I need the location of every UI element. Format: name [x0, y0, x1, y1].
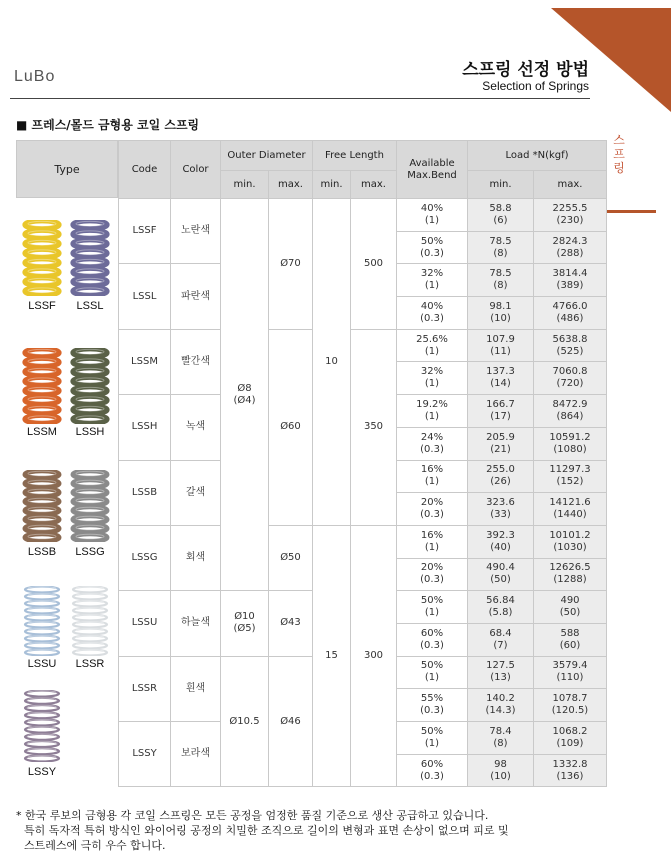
cell-line: (21) — [490, 443, 511, 455]
header-available-max-bend: Available Max.Bend — [397, 141, 468, 199]
spring-color: 빨간색 — [171, 329, 221, 394]
load-min — [468, 297, 534, 330]
cell-line: 14121.6 — [549, 497, 591, 509]
cell-line: Ø70 — [280, 257, 301, 269]
spring-code: LSSF — [119, 199, 171, 264]
header-load-max: max. — [534, 171, 607, 199]
cell-line: 127.5 — [486, 660, 515, 672]
cell-line: (864) — [556, 410, 584, 422]
spring-code: LSSL — [119, 264, 171, 329]
load-min — [468, 525, 534, 558]
spring-image-lssh — [70, 348, 110, 424]
footnote-line: 특히 독자적 특허 방식인 와이어링 공정의 치밀한 조직으로 길이의 변형과 표면 손상이 없으며 피로 및 — [24, 824, 509, 837]
load-max — [534, 329, 607, 362]
cell-line: 300 — [363, 650, 384, 662]
load-max — [534, 362, 607, 395]
cell-line: (5.8) — [488, 607, 513, 619]
cell-line: (26) — [490, 476, 511, 488]
free-length-max — [351, 199, 397, 330]
available-max-bend — [397, 264, 468, 297]
image-label: LSSB — [27, 546, 57, 558]
outer-diameter-max — [269, 199, 313, 330]
cell-line: (1) — [424, 214, 440, 226]
cell-line: 60% — [420, 627, 444, 639]
cell-line: 8472.9 — [552, 398, 588, 410]
cell-line: (50) — [559, 607, 581, 619]
cell-line: 205.9 — [486, 431, 515, 443]
cell-line: 15 — [325, 650, 338, 662]
load-min — [468, 558, 534, 591]
cell-line: (120.5) — [551, 705, 589, 717]
cell-line: (1) — [424, 378, 440, 390]
available-max-bend — [397, 591, 468, 624]
available-max-bend — [397, 525, 468, 558]
spring-code: LSSG — [119, 525, 171, 590]
cell-line: 58.8 — [489, 202, 512, 214]
load-max — [534, 264, 607, 297]
image-label: LSSR — [75, 658, 105, 670]
side-tab-label: 스프링 — [613, 133, 625, 175]
cell-line: (Ø5) — [233, 623, 256, 635]
cell-line: 10101.2 — [549, 529, 591, 541]
cell-line: 40% — [420, 300, 444, 312]
cell-line: (136) — [556, 770, 584, 782]
header-fl-min: min. — [313, 171, 351, 199]
load-max — [534, 558, 607, 591]
cell-line: (288) — [556, 247, 584, 259]
cell-line: 10 — [325, 355, 338, 367]
load-min — [468, 329, 534, 362]
cell-line: 32% — [420, 268, 444, 280]
cell-line: 12626.5 — [549, 562, 591, 574]
available-max-bend — [397, 362, 468, 395]
cell-line: 2824.3 — [552, 235, 588, 247]
footnote-line: 스트레스에 극히 우수 합니다. — [24, 839, 166, 852]
cell-line: (0.3) — [420, 509, 444, 521]
spring-color: 노란색 — [171, 199, 221, 264]
cell-line: Ø8 — [237, 382, 252, 394]
cell-line: 107.9 — [486, 333, 515, 345]
cell-line: (7) — [493, 639, 508, 651]
spring-image-lssm — [22, 348, 62, 424]
spring-color: 회색 — [171, 525, 221, 590]
cell-line: (10) — [490, 770, 511, 782]
cell-line: (486) — [556, 312, 584, 324]
available-max-bend — [397, 558, 468, 591]
cell-line: 98.1 — [489, 300, 512, 312]
load-max — [534, 623, 607, 656]
load-max — [534, 297, 607, 330]
spring-code: LSSM — [119, 329, 171, 394]
cell-line: (1288) — [553, 574, 587, 586]
cell-line: 98 — [494, 758, 507, 770]
outer-diameter-max — [269, 591, 313, 656]
cell-line: (0.3) — [420, 705, 444, 717]
available-max-bend — [397, 329, 468, 362]
cell-line: 588 — [560, 627, 580, 639]
header-free-length: Free Length — [313, 141, 397, 171]
available-max-bend — [397, 427, 468, 460]
header-od-min: min. — [221, 171, 269, 199]
cell-line: (1) — [424, 672, 440, 684]
cell-line: 25.6% — [416, 333, 448, 345]
brand-logo: LuBo — [14, 68, 56, 85]
cell-line: 11297.3 — [549, 464, 591, 476]
spring-image-lssf — [22, 220, 62, 296]
cell-line: 60% — [420, 758, 444, 770]
cell-line: (109) — [556, 737, 584, 749]
load-max — [534, 493, 607, 526]
available-max-bend — [397, 689, 468, 722]
spring-color: 하늘색 — [171, 591, 221, 656]
cell-line: Ø50 — [280, 552, 301, 564]
available-max-bend — [397, 297, 468, 330]
header-type: Type — [16, 140, 118, 198]
image-label: LSSY — [27, 766, 57, 778]
cell-line: 166.7 — [486, 398, 515, 410]
cell-line: 16% — [420, 464, 444, 476]
cell-line: (230) — [556, 214, 584, 226]
cell-line: (50) — [490, 574, 511, 586]
load-min — [468, 754, 534, 787]
cell-line: 19.2% — [416, 398, 448, 410]
cell-line: 137.3 — [486, 366, 515, 378]
cell-line: 1068.2 — [552, 725, 588, 737]
cell-line: 40% — [420, 202, 444, 214]
cell-line: 20% — [420, 497, 444, 509]
cell-line: (0.3) — [420, 770, 444, 782]
load-min — [468, 493, 534, 526]
load-max — [534, 591, 607, 624]
cell-line: (40) — [490, 541, 511, 553]
image-label: LSSG — [75, 546, 105, 558]
cell-line: 68.4 — [489, 627, 512, 639]
cell-line: 323.6 — [486, 497, 515, 509]
cell-line: (0.3) — [420, 312, 444, 324]
load-max — [534, 656, 607, 689]
page-title: 스프링 선정 방법 — [462, 60, 589, 80]
load-min — [468, 264, 534, 297]
load-max — [534, 754, 607, 787]
available-max-bend — [397, 460, 468, 493]
cell-line: 50% — [420, 595, 444, 607]
outer-diameter-min — [221, 199, 269, 591]
table-row — [119, 525, 607, 558]
cell-line: (0.3) — [420, 574, 444, 586]
image-label: LSSL — [76, 300, 104, 312]
cell-line: (1) — [424, 345, 440, 357]
spring-image-lssl — [70, 220, 110, 296]
table-row — [119, 199, 607, 232]
cell-line: (60) — [559, 639, 581, 651]
cell-line: (33) — [490, 509, 511, 521]
title-divider — [10, 98, 590, 99]
load-max — [534, 231, 607, 264]
cell-line: (14.3) — [485, 705, 516, 717]
cell-line: 78.5 — [489, 235, 512, 247]
image-label: LSSH — [75, 426, 105, 438]
load-max — [534, 199, 607, 232]
cell-line: 2255.5 — [552, 202, 588, 214]
available-max-bend — [397, 754, 468, 787]
cell-line: (1) — [424, 737, 440, 749]
cell-line: 500 — [363, 257, 384, 269]
cell-line: 1332.8 — [552, 758, 588, 770]
cell-line: 32% — [420, 366, 444, 378]
spring-image-lssu — [22, 586, 62, 656]
available-max-bend — [397, 722, 468, 755]
cell-line: 392.3 — [486, 529, 515, 541]
available-max-bend — [397, 493, 468, 526]
load-min — [468, 722, 534, 755]
cell-line: 255.0 — [486, 464, 515, 476]
outer-diameter-min — [221, 656, 269, 787]
cell-line: 3579.4 — [552, 660, 588, 672]
load-min — [468, 231, 534, 264]
cell-line: 4766.0 — [552, 300, 588, 312]
load-min — [468, 689, 534, 722]
section-title: ■ 프레스/몰드 금형용 코일 스프링 — [16, 118, 200, 132]
cell-line: 490.4 — [486, 562, 515, 574]
cell-line: Ø43 — [280, 617, 301, 629]
available-max-bend — [397, 199, 468, 232]
header-outer-diameter: Outer Diameter — [221, 141, 313, 171]
header-load: Load *N(kgf) — [468, 141, 607, 171]
load-min — [468, 591, 534, 624]
cell-line: 78.4 — [489, 725, 512, 737]
available-max-bend — [397, 395, 468, 428]
cell-line: (720) — [556, 378, 584, 390]
cell-line: (8) — [493, 247, 508, 259]
header-od-max: max. — [269, 171, 313, 199]
cell-line: (10) — [490, 312, 511, 324]
cell-line: Ø10.5 — [229, 715, 260, 727]
cell-line: Ø10 — [234, 611, 255, 623]
cell-line: 55% — [420, 693, 444, 705]
side-tab-divider — [603, 210, 656, 213]
cell-line: (110) — [556, 672, 584, 684]
cell-line: (0.3) — [420, 443, 444, 455]
cell-line: Ø60 — [280, 421, 301, 433]
cell-line: 50% — [420, 660, 444, 672]
available-max-bend — [397, 231, 468, 264]
cell-line: (0.3) — [420, 247, 444, 259]
outer-diameter-max — [269, 656, 313, 787]
cell-line: (13) — [490, 672, 511, 684]
cell-line: (6) — [493, 214, 508, 226]
page-subtitle: Selection of Springs — [482, 79, 589, 93]
cell-line: 24% — [420, 431, 444, 443]
table-row — [119, 329, 607, 362]
footnote — [16, 808, 509, 853]
cell-line: 50% — [420, 725, 444, 737]
spring-color: 보라색 — [171, 722, 221, 787]
cell-line: (389) — [556, 280, 584, 292]
spring-color: 녹색 — [171, 395, 221, 460]
spring-code: LSSY — [119, 722, 171, 787]
outer-diameter-min — [221, 591, 269, 656]
cell-line: (1080) — [553, 443, 587, 455]
load-min — [468, 362, 534, 395]
load-max — [534, 525, 607, 558]
load-max — [534, 460, 607, 493]
load-min — [468, 199, 534, 232]
outer-diameter-max — [269, 525, 313, 590]
load-min — [468, 656, 534, 689]
image-label: LSSM — [27, 426, 57, 438]
spring-color: 파란색 — [171, 264, 221, 329]
free-length-min — [313, 525, 351, 787]
free-length-min — [313, 199, 351, 526]
footnote-line: * 한국 루보의 금형용 각 코일 스프링은 모든 공정을 엄정한 품질 기준으로 생산 공급하고 있습니다. — [16, 809, 489, 822]
spec-table-body — [119, 199, 607, 787]
cell-line: (1) — [424, 280, 440, 292]
spring-spec-table — [118, 140, 607, 787]
available-max-bend — [397, 623, 468, 656]
outer-diameter-max — [269, 329, 313, 525]
cell-line: 20% — [420, 562, 444, 574]
cell-line: (8) — [493, 737, 508, 749]
spring-image-lssr — [70, 586, 110, 656]
spring-image-lssb — [22, 470, 62, 542]
cell-line: 3814.4 — [552, 268, 588, 280]
load-min — [468, 427, 534, 460]
cell-line: 56.84 — [486, 595, 515, 607]
load-max — [534, 427, 607, 460]
header-color: Color — [171, 141, 221, 199]
cell-line: (0.3) — [420, 639, 444, 651]
spring-image-lssy — [22, 690, 62, 762]
spring-images — [16, 198, 118, 788]
load-max — [534, 689, 607, 722]
cell-line: (1) — [424, 607, 440, 619]
load-min — [468, 623, 534, 656]
header-code: Code — [119, 141, 171, 199]
free-length-max — [351, 525, 397, 787]
spring-code: LSSH — [119, 395, 171, 460]
cell-line: (1) — [424, 476, 440, 488]
cell-line: 140.2 — [486, 693, 515, 705]
cell-line: (11) — [490, 345, 511, 357]
cell-line: (1440) — [553, 509, 587, 521]
cell-line: (17) — [490, 410, 511, 422]
cell-line: (525) — [556, 345, 584, 357]
header-fl-max: max. — [351, 171, 397, 199]
image-label: LSSF — [28, 300, 56, 312]
cell-line: 10591.2 — [549, 431, 591, 443]
spring-color: 갈색 — [171, 460, 221, 525]
cell-line: (8) — [493, 280, 508, 292]
cell-line: 16% — [420, 529, 444, 541]
spring-code: LSSB — [119, 460, 171, 525]
cell-line: Ø46 — [280, 715, 301, 727]
cell-line: (14) — [490, 378, 511, 390]
spring-code: LSSU — [119, 591, 171, 656]
cell-line: (1) — [424, 541, 440, 553]
cell-line: 350 — [363, 421, 384, 433]
cell-line: 50% — [420, 235, 444, 247]
cell-line: 1078.7 — [552, 693, 588, 705]
cell-line: (1030) — [553, 541, 587, 553]
cell-line: (Ø4) — [233, 394, 256, 406]
image-label: LSSU — [27, 658, 57, 670]
spring-color: 흰색 — [171, 656, 221, 721]
load-max — [534, 722, 607, 755]
cell-line: (152) — [556, 476, 584, 488]
free-length-max — [351, 329, 397, 525]
available-max-bend — [397, 656, 468, 689]
cell-line: 5638.8 — [552, 333, 588, 345]
cell-line: 78.5 — [489, 268, 512, 280]
cell-line: 7060.8 — [552, 366, 588, 378]
cell-line: 490 — [560, 595, 580, 607]
spring-code: LSSR — [119, 656, 171, 721]
spring-image-lssg — [70, 470, 110, 542]
load-min — [468, 395, 534, 428]
cell-line: (1) — [424, 410, 440, 422]
load-max — [534, 395, 607, 428]
load-min — [468, 460, 534, 493]
header-load-min: min. — [468, 171, 534, 199]
